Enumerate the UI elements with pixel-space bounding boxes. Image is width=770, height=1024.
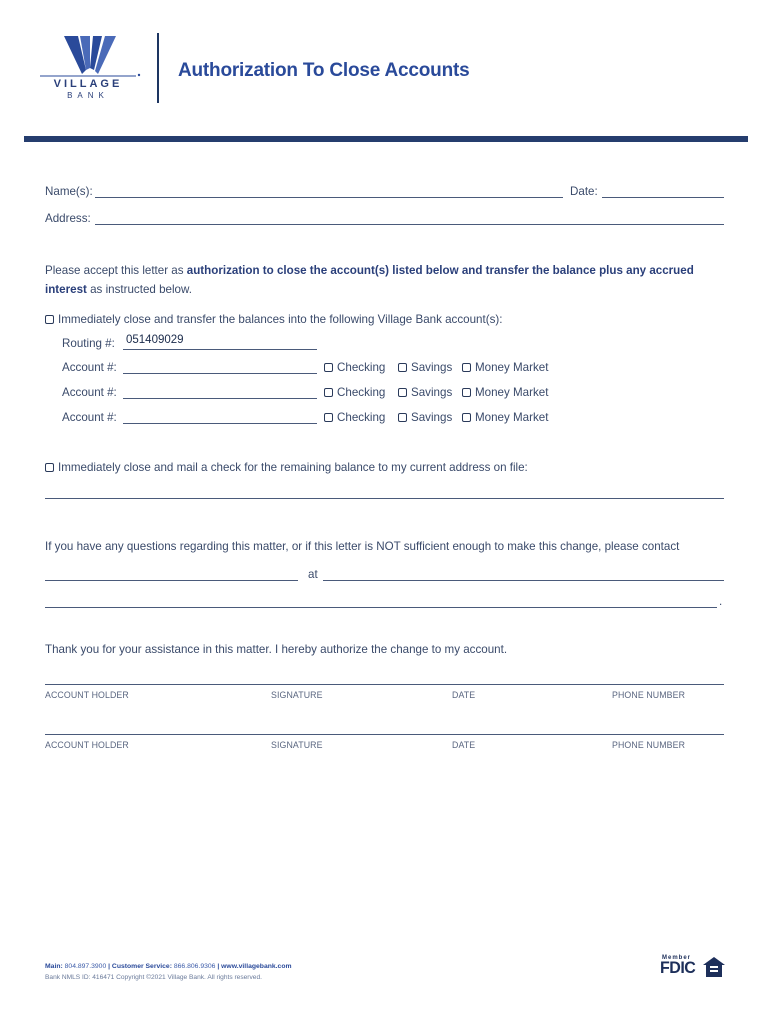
account-holder-label: ACCOUNT HOLDER — [45, 690, 129, 700]
savings-checkbox[interactable] — [398, 413, 407, 422]
savings-option — [398, 386, 452, 399]
phone-number-label: PHONE NUMBER — [612, 740, 686, 750]
logo-text-village: VILLAGE — [53, 78, 123, 90]
fdic-member-text: Member — [662, 955, 692, 961]
address-label: Address: — [45, 212, 91, 225]
village-bank-logo — [38, 34, 143, 104]
checking-checkbox[interactable] — [324, 413, 333, 422]
signature-line-2[interactable] — [45, 734, 724, 735]
date-sig-label: DATE — [452, 740, 476, 750]
mail-option-label: Immediately close and mail a check for the remaining balance to my current address on file: — [58, 461, 528, 474]
questions-text: If you have any questions regarding this matter, or if this letter is NOT sufficient enough to make this change, please contact — [45, 540, 680, 553]
money-market-option — [462, 386, 548, 399]
date-label: Date: — [570, 185, 598, 198]
transfer-checkbox[interactable] — [45, 315, 54, 324]
money-market-checkbox[interactable] — [462, 388, 471, 397]
footer-contact — [45, 963, 292, 970]
routing-field[interactable] — [123, 349, 317, 350]
savings-label: Savings — [411, 361, 453, 374]
contact-phone-field[interactable] — [323, 580, 724, 581]
fdic-logo — [660, 955, 700, 981]
savings-label: Savings — [411, 411, 453, 424]
money-market-label: Money Market — [475, 411, 549, 424]
thanks-text: Thank you for your assistance in this matter. I hereby authorize the change to my account. — [45, 643, 508, 656]
website-link[interactable]: www.villagebank.com — [221, 963, 292, 970]
account-field[interactable] — [123, 373, 317, 374]
sep: | — [108, 963, 111, 970]
period: . — [719, 595, 723, 608]
checking-option — [324, 411, 385, 424]
account-label: Account #: — [62, 411, 117, 424]
checking-checkbox[interactable] — [324, 388, 333, 397]
contact-name-field[interactable] — [45, 580, 298, 581]
cs-phone: 866.806.9306 — [173, 963, 216, 970]
intro-line-1 — [45, 264, 694, 277]
account-label: Account #: — [62, 361, 117, 374]
savings-checkbox[interactable] — [398, 363, 407, 372]
checking-checkbox[interactable] — [324, 363, 333, 372]
intro-bold: authorization to close the account(s) listed below and transfer the balance plus any accrued — [186, 264, 694, 277]
date-sig-label: DATE — [452, 690, 476, 700]
money-market-checkbox[interactable] — [462, 413, 471, 422]
main-label: Main: — [45, 963, 63, 970]
intro-line-2 — [45, 283, 192, 296]
money-market-option — [462, 361, 548, 374]
signature-label: SIGNATURE — [271, 740, 323, 750]
phone-number-label: PHONE NUMBER — [612, 690, 686, 700]
mail-address-field[interactable] — [45, 498, 724, 499]
checking-label: Checking — [337, 411, 386, 424]
account-label: Account #: — [62, 386, 117, 399]
checking-option — [324, 386, 385, 399]
intro-prefix: Please accept this letter as — [45, 264, 187, 277]
transfer-option — [45, 313, 502, 326]
signature-line-1[interactable] — [45, 684, 724, 685]
checking-option — [324, 361, 385, 374]
routing-value: 051409029 — [126, 334, 184, 346]
cs-label: Customer Service: — [111, 963, 172, 970]
intro-suffix: as instructed below. — [86, 283, 192, 296]
money-market-label: Money Market — [475, 361, 549, 374]
header-bar — [24, 136, 748, 142]
mail-option — [45, 461, 528, 474]
at-label: at — [308, 568, 318, 581]
money-market-option — [462, 411, 548, 424]
savings-checkbox[interactable] — [398, 388, 407, 397]
account-holder-label: ACCOUNT HOLDER — [45, 740, 129, 750]
mail-checkbox[interactable] — [45, 463, 54, 472]
transfer-option-label: Immediately close and transfer the balances into the following Village Bank account(s): — [58, 313, 503, 326]
account-field[interactable] — [123, 423, 317, 424]
savings-option — [398, 361, 452, 374]
date-field[interactable] — [602, 197, 724, 198]
checking-label: Checking — [337, 386, 386, 399]
contact-extra-field[interactable] — [45, 607, 717, 608]
header-divider — [157, 33, 159, 103]
intro-bold-2: interest — [45, 283, 87, 296]
fdic-text: FDIC — [660, 959, 696, 978]
names-field[interactable] — [95, 197, 563, 198]
account-field[interactable] — [123, 398, 317, 399]
money-market-checkbox[interactable] — [462, 363, 471, 372]
address-field[interactable] — [95, 224, 724, 225]
names-label: Name(s): — [45, 185, 93, 198]
savings-option — [398, 411, 452, 424]
savings-label: Savings — [411, 386, 453, 399]
footer-nmls: Bank NMLS ID: 416471 Copyright ©2021 Village Bank. All rights reserved. — [45, 974, 262, 981]
money-market-label: Money Market — [475, 386, 549, 399]
sep: | — [217, 963, 220, 970]
logo-text-bank: BANK — [67, 91, 109, 100]
routing-label: Routing #: — [62, 337, 115, 350]
equal-housing-icon — [702, 956, 726, 980]
signature-label: SIGNATURE — [271, 690, 323, 700]
checking-label: Checking — [337, 361, 386, 374]
page-title: Authorization To Close Accounts — [178, 60, 470, 81]
main-phone: 804.897.3900 — [64, 963, 107, 970]
